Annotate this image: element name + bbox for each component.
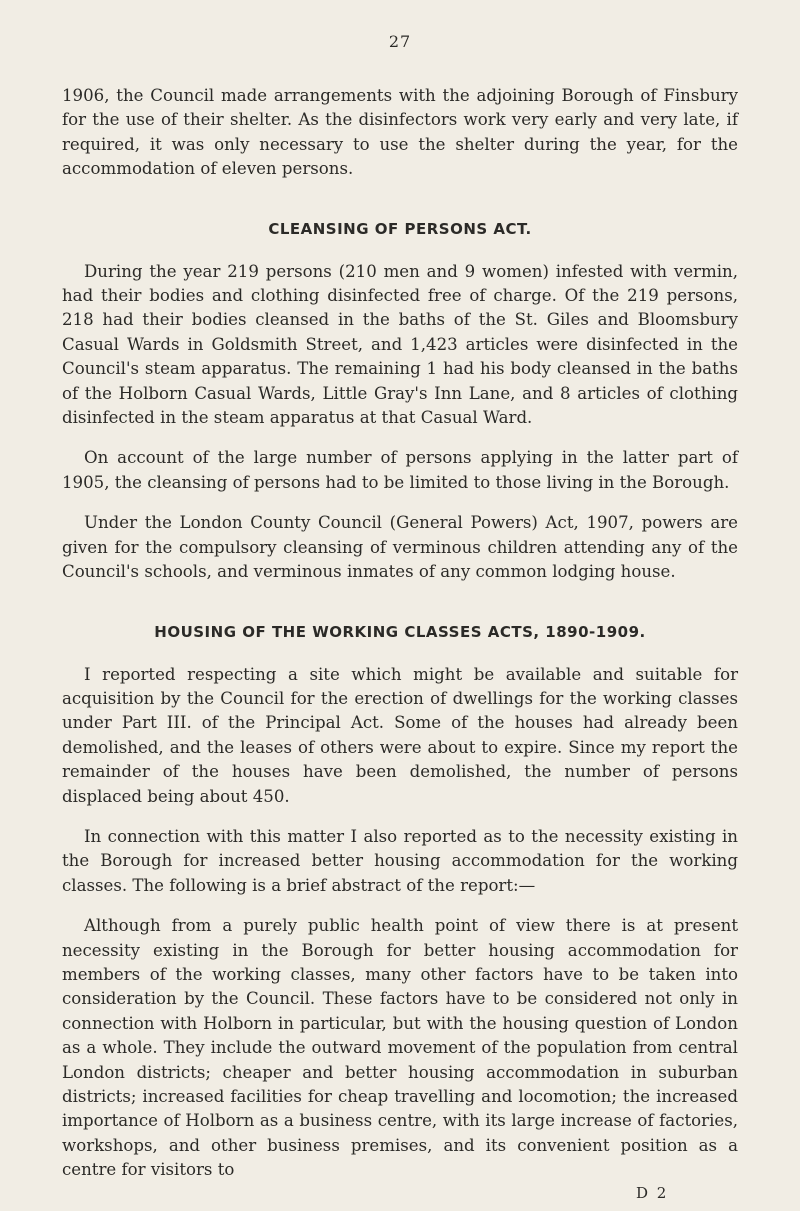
cleansing-paragraph-1: During the year 219 persons (210 men and 9 women) infested with vermin, had their bodies and clothing disinfected free of charge. Of the 219 persons, 218 had their bodies cleansed in the baths of the St. Giles and Bloomsbury Casual Wards in Goldsmith Street, and 1,423 articles were disinfected in the Council's steam apparatus. The remaining 1 had his body cleansed in the baths of the Holborn Casual Wards, Little Gray's Inn Lane, and 8 articles of clothing disinfected in the steam apparatus at that Casual Ward. bbox=[62, 261, 738, 428]
cleansing-heading: CLEANSING OF PERSONS ACT. bbox=[268, 219, 532, 238]
cleansing-paragraph-3: Under the London County Council (General Powers) Act, 1907, powers are given for the compulsory cleansing of verminous children attending any of the Council's schools, and verminous inmates of any common lodging house. bbox=[62, 513, 738, 582]
body-text bbox=[62, 84, 738, 1199]
housing-paragraph-1: I reported respecting a site which might be available and suitable for acquisition by the Council for the erection of dwellings for the working classes under Part III. of the Principal Act. Some of the houses had already been demolished, and the leases of others were about to expire. Since my report the remainder of the houses have been demolished, the number of persons displaced being about 450. bbox=[62, 664, 738, 806]
housing-paragraph-3: Although from a purely public health point of view there is at present necessity existing in the Borough for better housing accommodation for members of the working classes, many other factors have to be taken into consideration by the Council. These factors have to be considered not only in connection with Holborn in particular, but with the housing question of London as a whole. They include the outward movement of the population from central London districts; cheaper and better housing accommodation in suburban districts; increased facilities for cheap travelling and locomotion; the increased importance of Holborn as a business centre, with its large increase of factories, workshops, and other business premises, and its convenient position as a centre for visitors to bbox=[62, 916, 738, 1180]
signature-mark: D 2 bbox=[636, 1184, 669, 1202]
page-number: 27 bbox=[388, 32, 412, 51]
housing-heading: HOUSING OF THE WORKING CLASSES ACTS, 1890-1909. bbox=[154, 622, 646, 641]
housing-paragraph-2: In connection with this matter I also reported as to the necessity existing in the Borough for increased better housing accommodation for the working classes. The following is a brief abstract of the report:— bbox=[62, 826, 738, 895]
cleansing-paragraph-2: On account of the large number of persons applying in the latter part of 1905, the cleansing of persons had to be limited to those living in the Borough. bbox=[62, 448, 738, 492]
intro-paragraph: 1906, the Council made arrangements with the adjoining Borough of Finsbury for the use of their shelter. As the disinfectors work very early and very late, if required, it was only necessary to use the shelter during the year, for the accommodation of eleven persons. bbox=[62, 86, 738, 179]
